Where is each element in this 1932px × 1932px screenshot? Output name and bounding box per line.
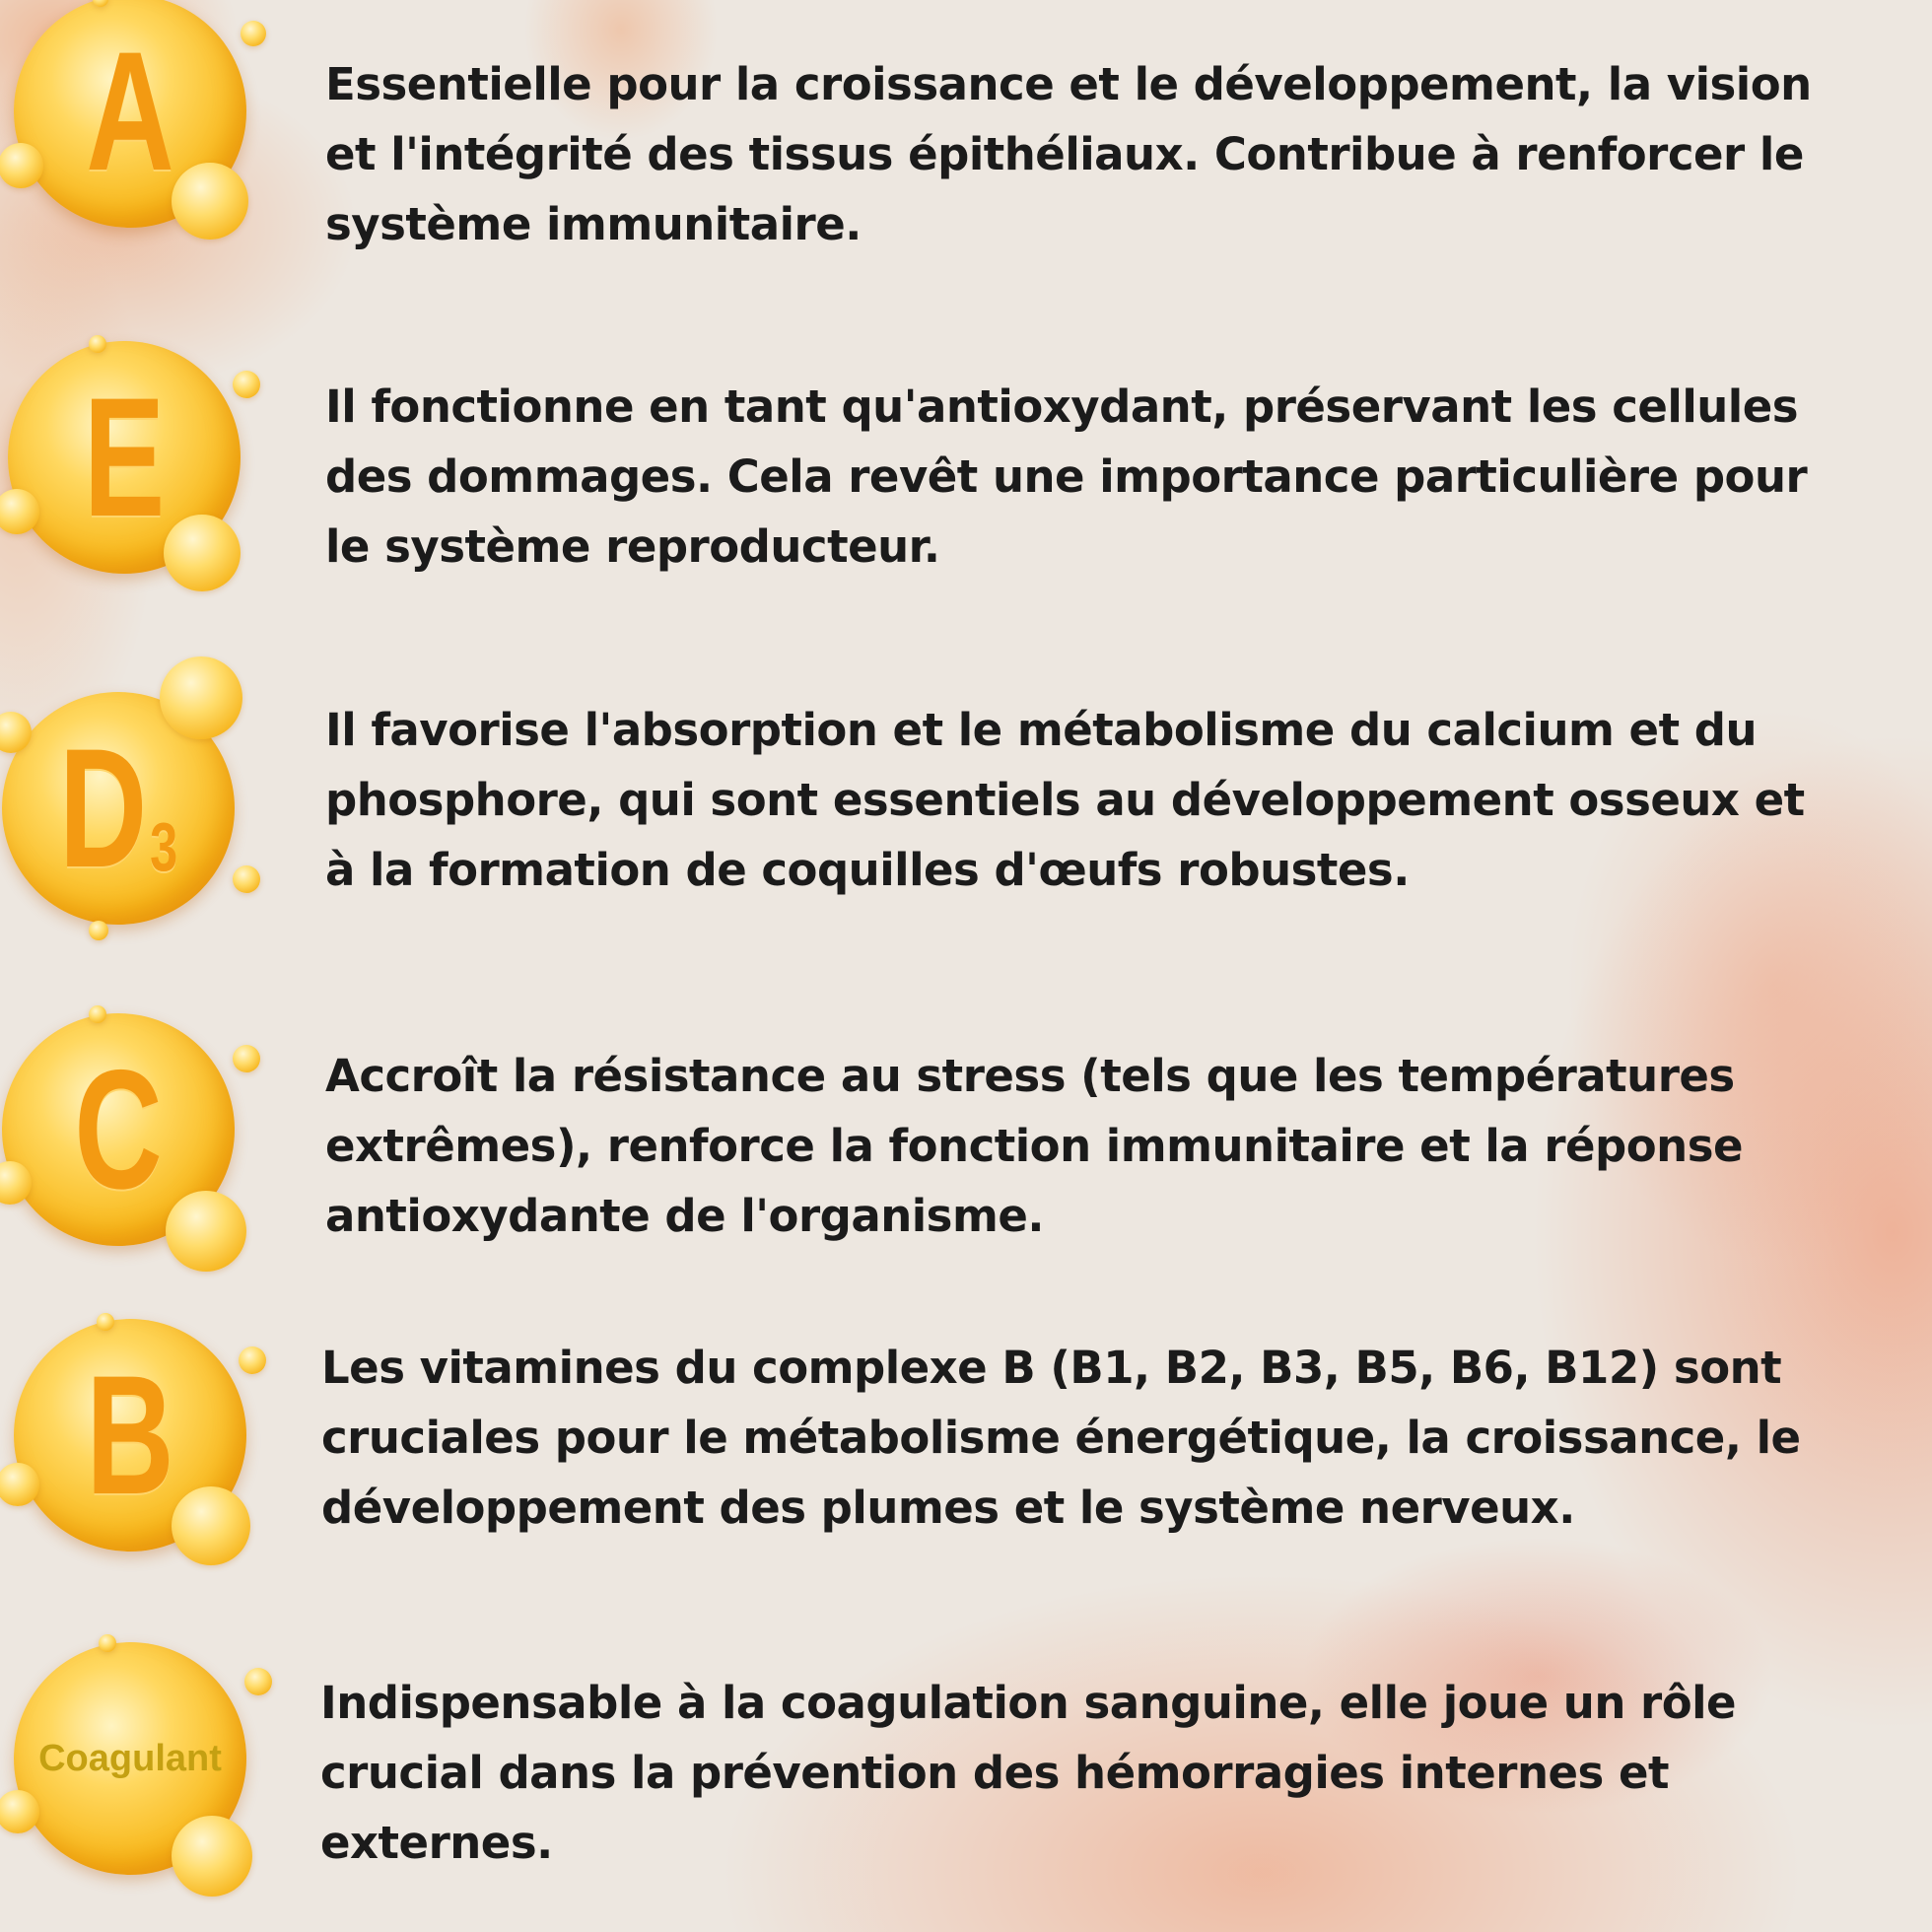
- vitamin-description: Il fonctionne en tant qu'antioxydant, préservant les cellules des dommages. Cela revêt une importance particulière pour le système reproducteur.: [325, 380, 1808, 573]
- vitamin-d3-icon: [2, 692, 258, 948]
- bubble: [241, 21, 266, 46]
- vitamin-letter: [40, 341, 208, 574]
- vitamin-letter: [46, 0, 214, 228]
- vitamin-description: Essentielle pour la croissance et le développement, la vision et l'intégrité des tissus épithéliaux. Contribue à renforcer le système immunitaire.: [325, 58, 1812, 250]
- bubble: [244, 1668, 272, 1695]
- bubble: [233, 371, 260, 398]
- vitamin-letter-text: A: [86, 17, 174, 206]
- bubble: [233, 865, 260, 893]
- vitamin-letter-text: Coagulant: [38, 1737, 222, 1779]
- vitamin-a-icon: [14, 0, 270, 251]
- vitamin-letter-text: E: [83, 363, 166, 552]
- vitamin-b-icon: [14, 1319, 270, 1575]
- vitamin-description: Accroît la résistance au stress (tels que les températures extrêmes), renforce la fonction immunitaire et la réponse antioxydante de l'organisme.: [325, 1050, 1744, 1242]
- vitamin-description: Les vitamines du complexe B (B1, B2, B3, B5, B6, B12) sont cruciales pour le métabolisme énergétique, la croissance, le développement des plumes et le système nerveux.: [321, 1342, 1801, 1534]
- vitamin-letter-text: C: [74, 1035, 163, 1224]
- bubble: [233, 1045, 260, 1072]
- vitamin-c-icon: [2, 1013, 258, 1270]
- bubble: [239, 1346, 266, 1374]
- vitamin-letter-text: B: [86, 1341, 174, 1530]
- vitamin-description: Il favorise l'absorption et le métabolisme du calcium et du phosphore, qui sont essentiels au développement osseux et à la formation de coquilles d'œufs robustes.: [325, 704, 1805, 896]
- vitamin-letter: [34, 1013, 202, 1246]
- vitamin-letter: [14, 1642, 246, 1875]
- coagulant-vitamin-icon: [14, 1642, 270, 1898]
- vitamin-letter: [46, 1319, 214, 1552]
- vitamin-letter-text: D: [58, 714, 148, 903]
- vitamin-subscript: 3: [150, 808, 178, 885]
- vitamin-e-icon: [8, 341, 264, 597]
- bubble: [0, 143, 43, 188]
- vitamin-letter: [34, 692, 202, 925]
- vitamin-description: Indispensable à la coagulation sanguine, elle joue un rôle crucial dans la prévention des hémorragies internes et externes.: [320, 1677, 1737, 1869]
